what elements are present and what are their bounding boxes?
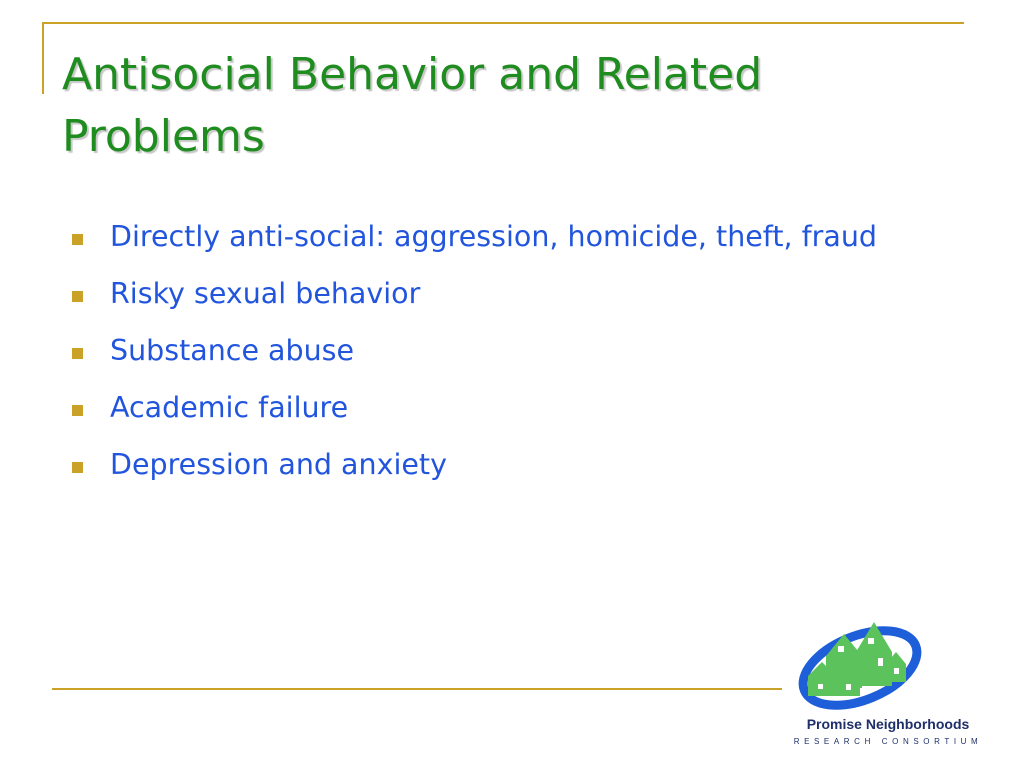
bullet-square-icon — [72, 234, 83, 245]
bullet-list — [70, 212, 877, 497]
left-rule — [42, 22, 44, 94]
houses-logo-icon — [786, 608, 936, 714]
bullet-item — [70, 440, 877, 497]
slide-title: Antisocial Behavior and Related Problems — [62, 49, 763, 162]
bullet-square-icon — [72, 291, 83, 302]
bullet-item — [70, 326, 877, 383]
top-rule — [42, 22, 964, 24]
bullet-text: Depression and anxiety — [110, 448, 447, 481]
bullet-text: Substance abuse — [110, 334, 355, 367]
promise-neighborhoods-logo — [786, 608, 996, 758]
bottom-rule — [52, 688, 782, 690]
bullet-item — [70, 269, 877, 326]
bullet-item — [70, 383, 877, 440]
bullet-text: Academic failure — [110, 391, 349, 424]
bullet-text: Directly anti-social: aggression, homicide, theft, fraud — [110, 220, 877, 253]
bullet-text: Risky sexual behavior — [110, 277, 421, 310]
bullet-square-icon — [72, 348, 83, 359]
logo-name: Promise Neighborhoods — [806, 716, 970, 732]
logo-subtitle: RESEARCH CONSORTIUM — [793, 737, 983, 746]
bullet-square-icon — [72, 462, 83, 473]
bullet-square-icon — [72, 405, 83, 416]
bullet-item — [70, 212, 877, 269]
